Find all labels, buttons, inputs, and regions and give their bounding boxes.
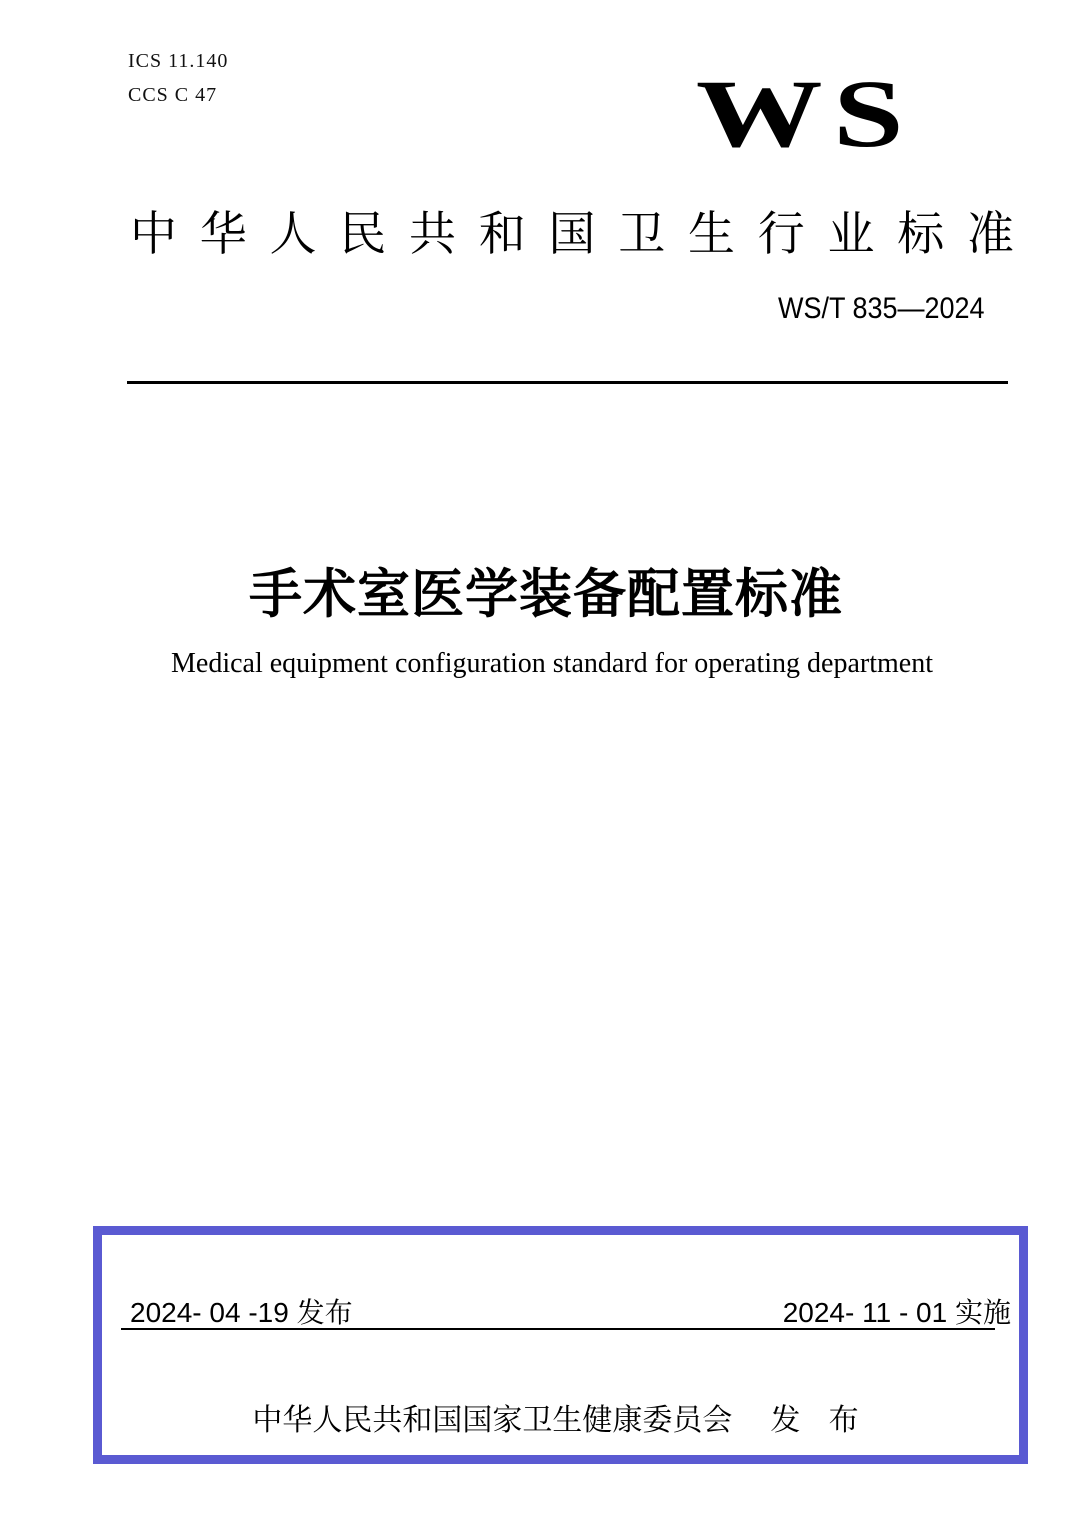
date-underline bbox=[121, 1328, 995, 1330]
publish-action: 发 布 bbox=[770, 1404, 869, 1437]
header-divider bbox=[127, 381, 1008, 384]
publication-box bbox=[93, 1226, 1028, 1464]
publisher-name: 中华人民共和国国家卫生健康委员会 bbox=[252, 1404, 733, 1437]
ws-logo: WS bbox=[695, 60, 915, 167]
document-title-en: Medical equipment configuration standard for operating department bbox=[171, 648, 933, 679]
date-row bbox=[102, 1291, 1019, 1331]
publisher-row bbox=[102, 1395, 1019, 1439]
document-title-zh: 手术室医学装备配置标准 bbox=[249, 565, 843, 624]
implement-date: 2024- 11 - 01 实施 bbox=[782, 1297, 1011, 1328]
ics-code: ICS 11.140 bbox=[128, 50, 229, 72]
standard-type-title: 中华人民共和国卫生行业标准 bbox=[130, 207, 1014, 260]
standard-number: WS/T 835—2024 bbox=[778, 292, 985, 325]
ccs-code: CCS C 47 bbox=[128, 84, 218, 106]
issue-date: 2024- 04 -19 发布 bbox=[130, 1297, 353, 1328]
